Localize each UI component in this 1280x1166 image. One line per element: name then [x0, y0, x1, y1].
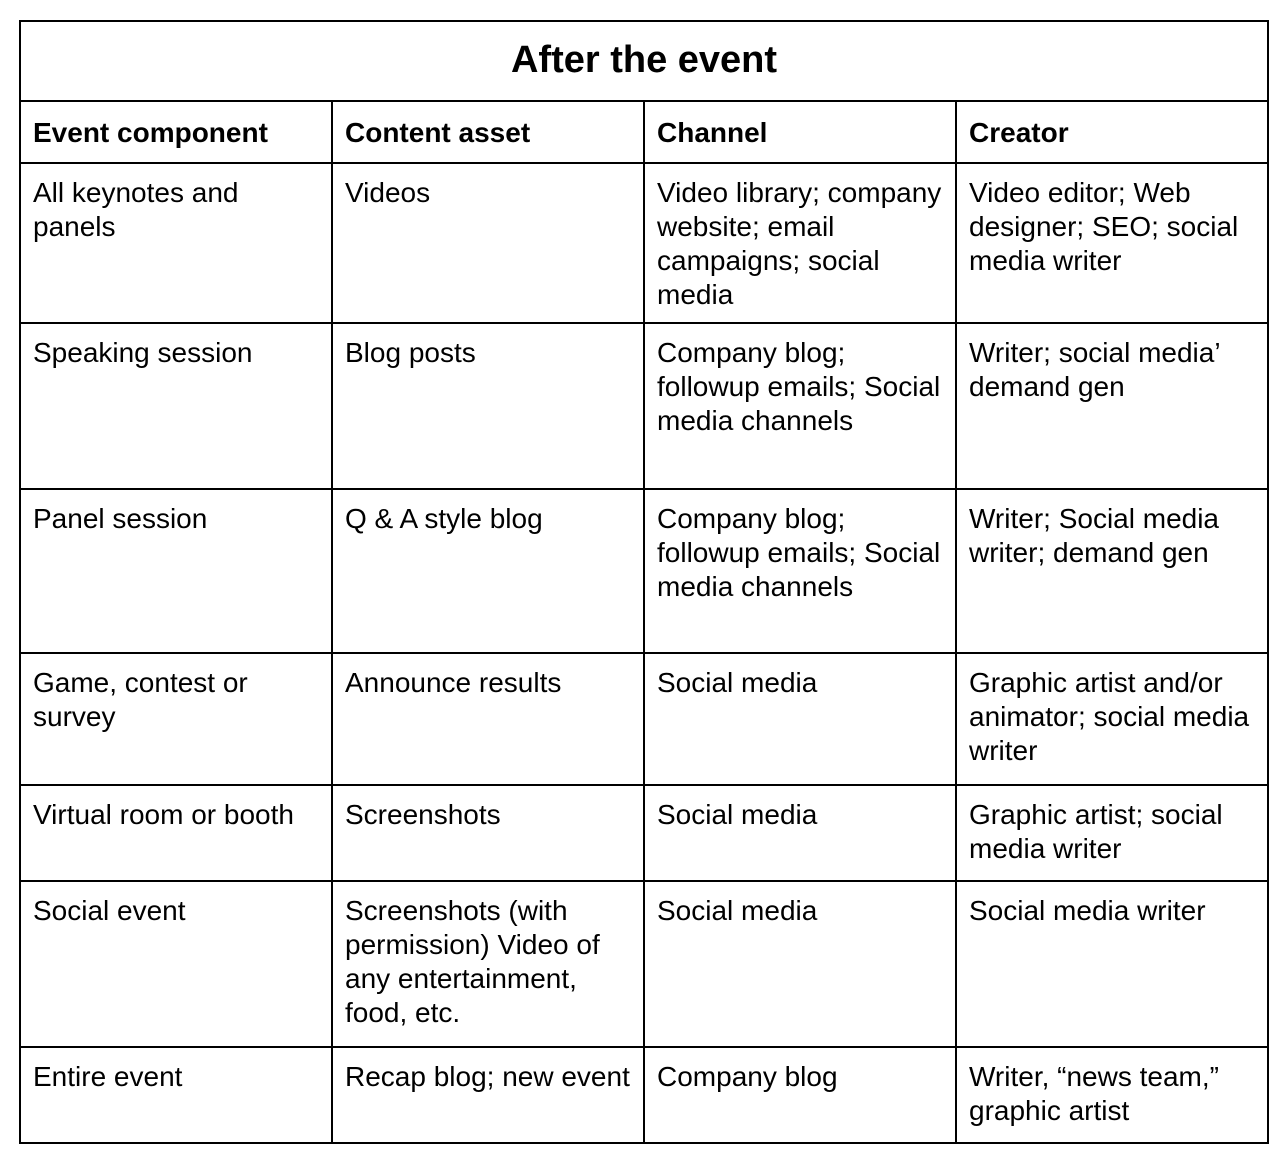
event-component-cell: Speaking session	[20, 323, 332, 489]
content-asset-cell: Screenshots (with permission) Video of any entertainment, food, etc.	[332, 881, 644, 1047]
creator-cell: Graphic artist and/or animator; social media writer	[956, 653, 1268, 785]
header-channel: Channel	[644, 101, 956, 163]
channel-cell: Company blog	[644, 1047, 956, 1143]
event-component-cell: All keynotes and panels	[20, 163, 332, 323]
header-row	[20, 101, 1268, 163]
header-creator: Creator	[956, 101, 1268, 163]
event-component-cell: Panel session	[20, 489, 332, 653]
event-component-cell: Entire event	[20, 1047, 332, 1143]
after-event-table	[19, 20, 1269, 1144]
content-asset-cell: Videos	[332, 163, 644, 323]
content-asset-cell: Recap blog; new event	[332, 1047, 644, 1143]
table-row	[20, 785, 1268, 881]
channel-cell: Company blog; followup emails; Social media channels	[644, 489, 956, 653]
creator-cell: Video editor; Web designer; SEO; social media writer	[956, 163, 1268, 323]
title-row	[20, 21, 1268, 101]
channel-cell: Social media	[644, 653, 956, 785]
table-row	[20, 489, 1268, 653]
channel-cell: Company blog; followup emails; Social media channels	[644, 323, 956, 489]
channel-cell: Social media	[644, 881, 956, 1047]
header-content-asset: Content asset	[332, 101, 644, 163]
channel-cell: Social media	[644, 785, 956, 881]
creator-cell: Social media writer	[956, 881, 1268, 1047]
table-row	[20, 881, 1268, 1047]
event-component-cell: Game, contest or survey	[20, 653, 332, 785]
table-row	[20, 653, 1268, 785]
table-title: After the event	[20, 21, 1268, 101]
creator-cell: Writer; Social media writer; demand gen	[956, 489, 1268, 653]
content-asset-cell: Screenshots	[332, 785, 644, 881]
creator-cell: Writer, “news team,” graphic artist	[956, 1047, 1268, 1143]
creator-cell: Graphic artist; social media writer	[956, 785, 1268, 881]
event-component-cell: Virtual room or booth	[20, 785, 332, 881]
table-row	[20, 323, 1268, 489]
table-row	[20, 163, 1268, 323]
creator-cell: Writer; social media’ demand gen	[956, 323, 1268, 489]
header-event-component: Event component	[20, 101, 332, 163]
channel-cell: Video library; company website; email campaigns; social media	[644, 163, 956, 323]
content-asset-cell: Announce results	[332, 653, 644, 785]
table-row	[20, 1047, 1268, 1143]
event-component-cell: Social event	[20, 881, 332, 1047]
content-asset-cell: Blog posts	[332, 323, 644, 489]
content-asset-cell: Q & A style blog	[332, 489, 644, 653]
